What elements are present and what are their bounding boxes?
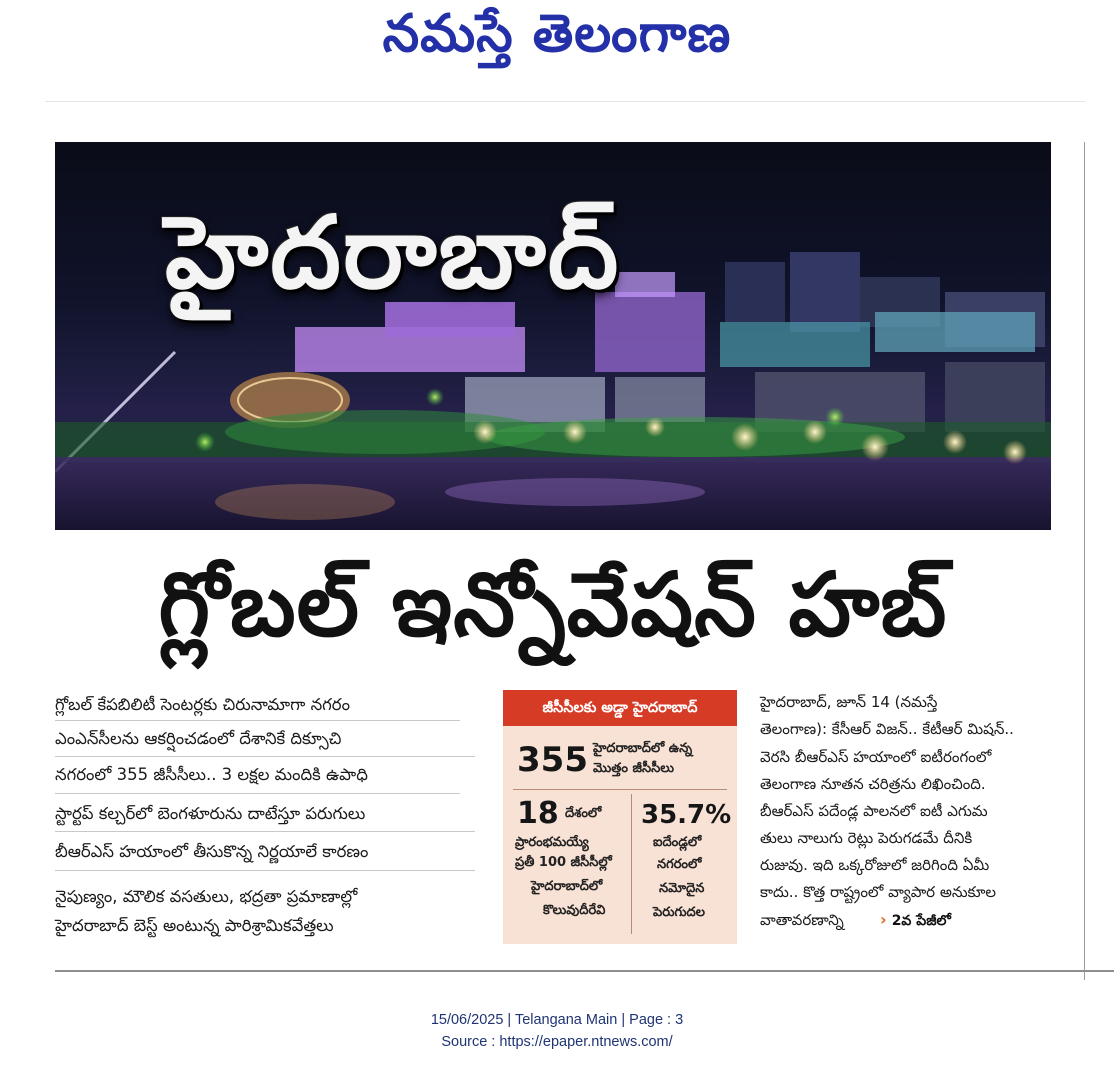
stat-caption: ప్రారంభమయ్యే <box>515 835 589 850</box>
divider <box>55 793 460 794</box>
continued-label: 2వ పేజీలో <box>891 913 951 929</box>
hero-title: హైదరాబాద్ <box>165 194 621 311</box>
hero-photo <box>55 142 1051 530</box>
summary-point: స్టార్టప్ కల్చర్‌లో బెంగళూరును దాటేస్తూ పరుగులు <box>55 804 366 823</box>
divider <box>55 831 475 832</box>
stat-caption: ఐదేండ్లలో <box>653 835 702 850</box>
summary-point: బీఆర్‌ఎస్ హయాంలో తీసుకొన్న నిర్ణయాలే కారణం <box>55 842 369 861</box>
summary-point: నైపుణ్యం, మౌలిక వసతులు, భద్రతా ప్రమాణాల్లో <box>55 887 358 906</box>
article-line: బీఆర్‌ఎస్ పదేండ్ల పాలనలో ఐటీ ఎగుమ <box>760 802 988 820</box>
stat-caption: హైదరాబాద్‌లో ఉన్న <box>593 741 693 756</box>
footer-source-line[interactable]: Source : https://epaper.ntnews.com/ <box>441 1034 673 1050</box>
stat-caption: నగరంలో <box>657 857 702 872</box>
article-line: తెలంగాణ): కేసీఆర్ విజన్.. కేటీఆర్ మిషన్.. <box>760 720 1014 738</box>
stat-caption: పెరుగుదల <box>653 905 705 920</box>
newspaper-title: నమస్తే తెలంగాణ <box>382 4 732 64</box>
divider <box>513 789 727 790</box>
bottom-divider <box>55 970 1114 972</box>
stat-caption: దేశంలో <box>565 806 602 821</box>
stat-caption: నమోదైన <box>659 881 705 896</box>
stat-caption: హైదరాబాద్‌లో <box>531 879 603 894</box>
footer-date-line: 15/06/2025 | Telangana Main | Page : 3 <box>430 1012 684 1028</box>
article-line: వెరసి బీఆర్‌ఎస్ హయాంలో ఐటీరంగంలో <box>760 748 992 766</box>
headline: గ్లోబల్ ఇన్నోవేషన్ హబ్ <box>158 553 948 656</box>
article-line: హైదరాబాద్, జూన్ 14 (నమస్తే <box>760 693 938 711</box>
divider <box>55 756 475 757</box>
stat-caption: ప్రతీ 100 జీసీసీల్లో <box>515 855 612 870</box>
summary-point: హైదరాబాద్ బెస్ట్ అంటున్న పారిశ్రామికవేత్తలు <box>55 916 334 935</box>
stat-value: 18 <box>517 796 559 831</box>
stats-box <box>503 690 737 944</box>
article-line: తెలంగాణ నూతన చరిత్రను లిఖించింది. <box>760 775 986 793</box>
stats-box-header: జీసీసీలకు అడ్డా హైదరాబాద్ <box>503 690 737 726</box>
stat-value: 35.7% <box>641 800 732 830</box>
masthead-divider <box>45 101 1085 102</box>
article-line: తులు నాలుగు రెట్లు పెరుగడమే దీనికి <box>760 829 973 847</box>
continued-link[interactable] <box>880 910 951 931</box>
divider <box>631 794 632 934</box>
summary-point: ఎంఎన్‌సీలను ఆకర్షించడంలో దేశానికే దిక్సూచి <box>55 729 342 748</box>
article-line: వాతావరణాన్ని <box>760 911 844 929</box>
summary-point: గ్లోబల్ కేపబిలిటీ సెంటర్లకు చిరునామాగా నగరం <box>55 695 350 714</box>
masthead <box>0 0 1114 100</box>
article-line: రుజువు. ఇది ఒక్కరోజులో జరిగింది ఏమీ <box>760 856 990 874</box>
divider <box>55 870 475 871</box>
column-divider <box>1084 142 1085 980</box>
article-line: కాదు.. కొత్త రాష్ట్రంలో వ్యాపార అనుకూల <box>760 883 997 901</box>
stat-caption: కొలువుదీరేవి <box>543 903 606 918</box>
stat-value: 355 <box>517 740 588 780</box>
chevron-right-icon: › <box>880 910 887 929</box>
divider <box>55 720 460 721</box>
stat-caption: మొత్తం జీసీసీలు <box>593 761 674 776</box>
summary-point: నగరంలో 355 జీసీసీలు.. 3 లక్షల మందికి ఉపాధి <box>55 765 368 784</box>
